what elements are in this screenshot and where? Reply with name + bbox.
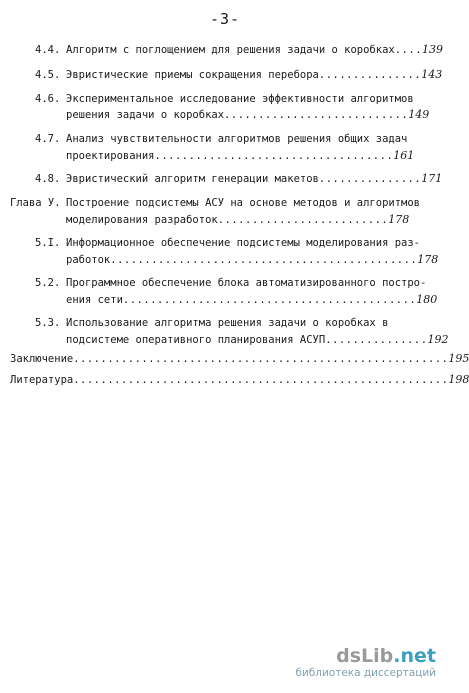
toc-leader-dots: ......................... <box>217 214 389 226</box>
toc-page-number: 178 <box>388 213 410 226</box>
toc-leader-dots: ....................................................... <box>73 374 449 386</box>
toc-entry-title-cont: моделирования разработок <box>66 214 218 226</box>
toc-leader-dots: ....................................................... <box>73 353 449 365</box>
toc-entry-title: Эвристический алгоритм генерации макетов <box>66 173 319 185</box>
toc-entry-title: Анализ чувствительности алгоритмов решения общих задач <box>66 133 408 145</box>
toc-entry-title-cont: ения сети <box>66 294 123 306</box>
toc-chapter-label: Глава У. <box>10 197 61 209</box>
toc-entry-title: Экспериментальное исследование эффективности алгоритмов <box>66 93 414 105</box>
toc-entry-title-cont: проектирования <box>66 150 155 162</box>
toc-entry-title: Использование алгоритма решения задачи о коробках в <box>66 317 389 329</box>
toc-entry-title: Алгоритм с поглощением для решения задачи о коробках <box>66 44 395 56</box>
toc-page-number: 161 <box>393 149 415 162</box>
toc-page-number: 143 <box>421 68 443 81</box>
toc-page-number: 180 <box>416 293 438 306</box>
toc-entry-number: 4.6. <box>35 93 61 105</box>
toc-entry-title: Построение подсистемы АСУ на основе методов и алгоритмов <box>66 197 421 209</box>
toc-entry-number: 5.2. <box>35 277 61 289</box>
toc-entry-title: Литература <box>10 374 74 386</box>
toc-entry-title-cont: решения задачи о коробках <box>66 109 225 121</box>
dslib-watermark-logo <box>295 645 436 679</box>
toc-leader-dots: ............... <box>325 334 428 346</box>
toc-entry-title: Программное обеспечение блока автоматизированного постро- <box>66 277 427 289</box>
toc-page-number: 195 <box>448 352 469 365</box>
toc-entry-number: 4.4. <box>35 44 61 56</box>
toc-entry-number: 4.5. <box>35 69 61 81</box>
toc-page-number: 192 <box>427 333 449 346</box>
toc-leader-dots: ............... <box>318 69 422 81</box>
toc-entry-title-cont: работок <box>66 254 111 266</box>
toc-leader-dots: .... <box>394 44 423 56</box>
logo-brand: dsLib <box>336 645 394 667</box>
toc-entry-number: 5.3. <box>35 317 61 329</box>
toc-page-number: 171 <box>421 172 443 185</box>
toc-leader-dots: ........................... <box>224 109 409 121</box>
toc-leader-dots: ................................... <box>154 150 394 162</box>
toc-leader-dots: ............................................. <box>110 254 418 266</box>
toc-page-number: 149 <box>408 108 430 121</box>
logo-tagline: библиотека диссертаций <box>295 667 436 679</box>
toc-entry-title: Заключение <box>10 353 74 365</box>
logo-tld: .net <box>393 645 436 667</box>
toc-entry-title-cont: подсистеме оперативного планирования АСУП <box>66 334 326 346</box>
page-number: -3- <box>209 10 241 28</box>
toc-leader-dots: ............... <box>318 173 422 185</box>
toc-page-number: 198 <box>448 373 469 386</box>
toc-entry-title: Информационное обеспечение подсистемы моделирования раз- <box>66 237 421 249</box>
toc-leader-dots: ........................................... <box>122 294 417 306</box>
toc-entry-number: 4.8. <box>35 173 61 185</box>
toc-entry-number: 5.I. <box>35 237 61 249</box>
toc-entry-title: Эвристические приемы сокращения перебора <box>66 69 319 81</box>
toc-entry-number: 4.7. <box>35 133 61 145</box>
toc-page-number: 178 <box>417 253 439 266</box>
toc-page-number: 139 <box>422 43 444 56</box>
